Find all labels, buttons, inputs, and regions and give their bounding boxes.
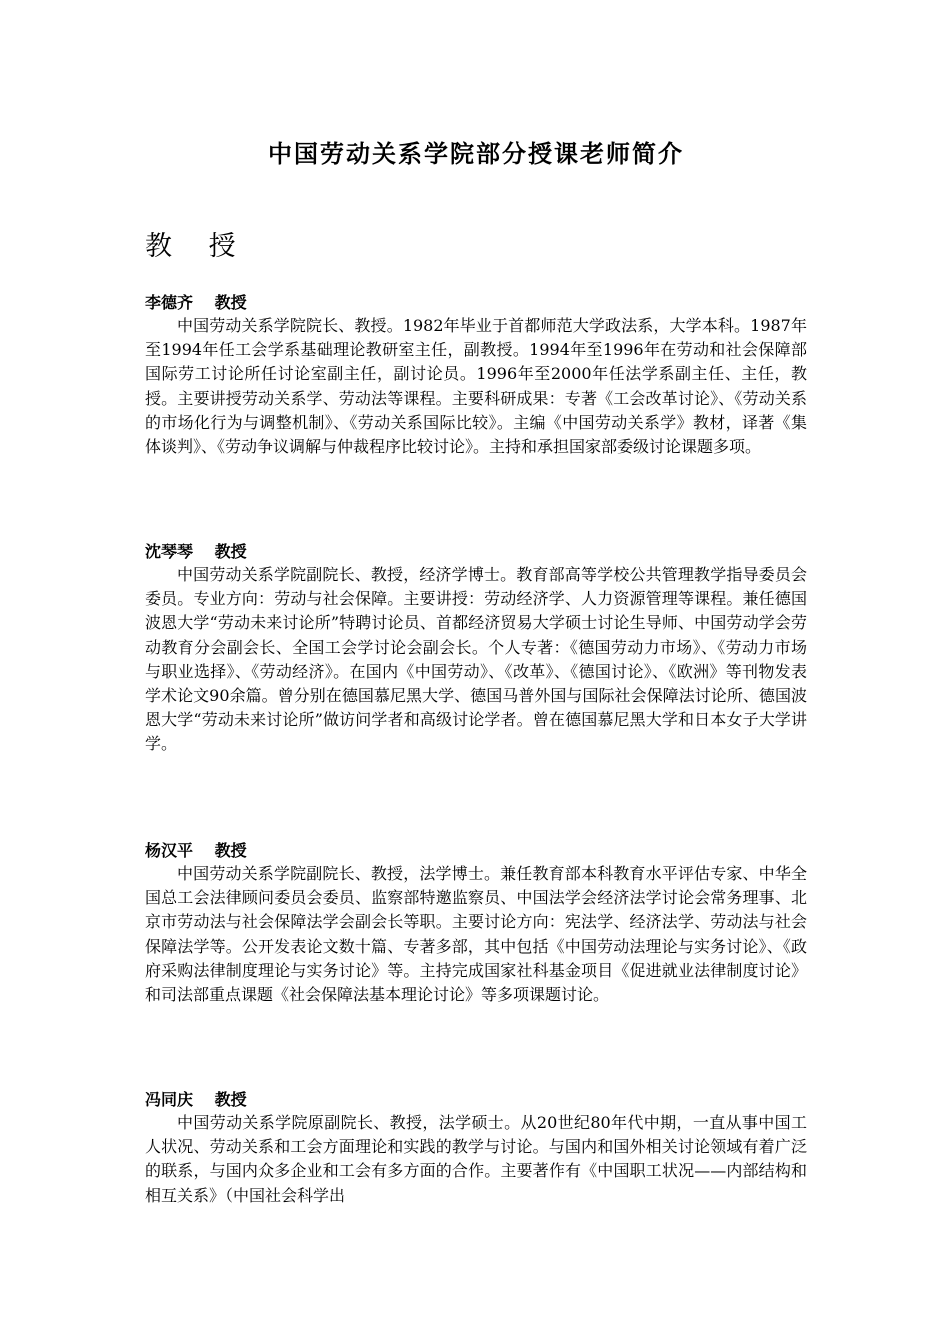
bio-li-deqi bbox=[145, 292, 807, 459]
bio-text: 中国劳动关系学院原副院长、教授，法学硕士。从20世纪80年代中期，一直从事中国工人状况、劳动关系和工会方面理论和实践的教学与讨论。与国内和国外相关讨论领域有着广泛的联系，与国内众多企业和工会有多方面的合作。主要著作有《中国职工状况——内部结构和相互关系》（中国社会科学出 bbox=[145, 1113, 807, 1205]
section-heading: 教 授 bbox=[145, 231, 250, 262]
bio-name: 杨汉平 教授 bbox=[145, 841, 247, 860]
bio-shen-qinqin bbox=[145, 541, 807, 757]
bio-text: 中国劳动关系学院副院长、教授，法学博士。兼任教育部本科教育水平评估专家、中华全国总工会法律顾问委员会委员、监察部特邀监察员、中国法学会经济法学讨论会常务理事、北京市劳动法与社会保障法学会副会长等职。主要讨论方向：宪法学、经济法学、劳动法与社会保障法学等。公开发表论文数十篇、专著多部，其中包括《中国劳动法理论与实务讨论》、《政府采购法律制度理论与实务讨论》等。主持完成国家社科基金项目《促进就业法律制度讨论》和司法部重点课题《社会保障法基本理论讨论》等多项课题讨论。 bbox=[145, 864, 807, 1005]
bio-feng-tongqing bbox=[145, 1089, 807, 1208]
bio-name: 李德齐 教授 bbox=[145, 293, 247, 312]
bio-name: 冯同庆 教授 bbox=[145, 1090, 247, 1109]
bio-yang-hanping bbox=[145, 840, 807, 1007]
bio-name: 沈琴琴 教授 bbox=[145, 542, 247, 561]
bio-text: 中国劳动关系学院院长、教授。1982年毕业于首都师范大学政法系，大学本科。1987年至1994年任工会学系基础理论教研室主任，副教授。1994年至1996年在劳动和社会保障部国际劳工讨论所任讨论室副主任，副讨论员。1996年至2000年任法学系副主任、主任，教授。主要讲授劳动关系学、劳动法等课程。主要科研成果：专著《工会改革讨论》、《劳动关系的市场化行为与调整机制》、《劳动关系国际比较》。主编《中国劳动关系学》教材，译著《集体谈判》、《劳动争议调解与仲裁程序比较讨论》。主持和承担国家部委级讨论课题多项。 bbox=[145, 316, 807, 457]
document-title: 中国劳动关系学院部分授课老师简介 bbox=[268, 139, 684, 168]
bio-text: 中国劳动关系学院副院长、教授，经济学博士。教育部高等学校公共管理教学指导委员会委员。专业方向：劳动与社会保障。主要讲授：劳动经济学、人力资源管理等课程。兼任德国波恩大学“劳动未来讨论所”特聘讨论员、首都经济贸易大学硕士讨论生导师、中国劳动学会劳动教育分会副会长、全国工会学讨论会副会长。个人专著：《德国劳动力市场》、《劳动力市场与职业选择》、《劳动经济》。在国内《中国劳动》、《改革》、《德国讨论》、《欧洲》等刊物发表学术论文90余篇。曾分别在德国慕尼黑大学、德国马普外国与国际社会保障法讨论所、德国波恩大学“劳动未来讨论所”做访问学者和高级讨论学者。曾在德国慕尼黑大学和日本女子大学讲学。 bbox=[145, 565, 807, 754]
